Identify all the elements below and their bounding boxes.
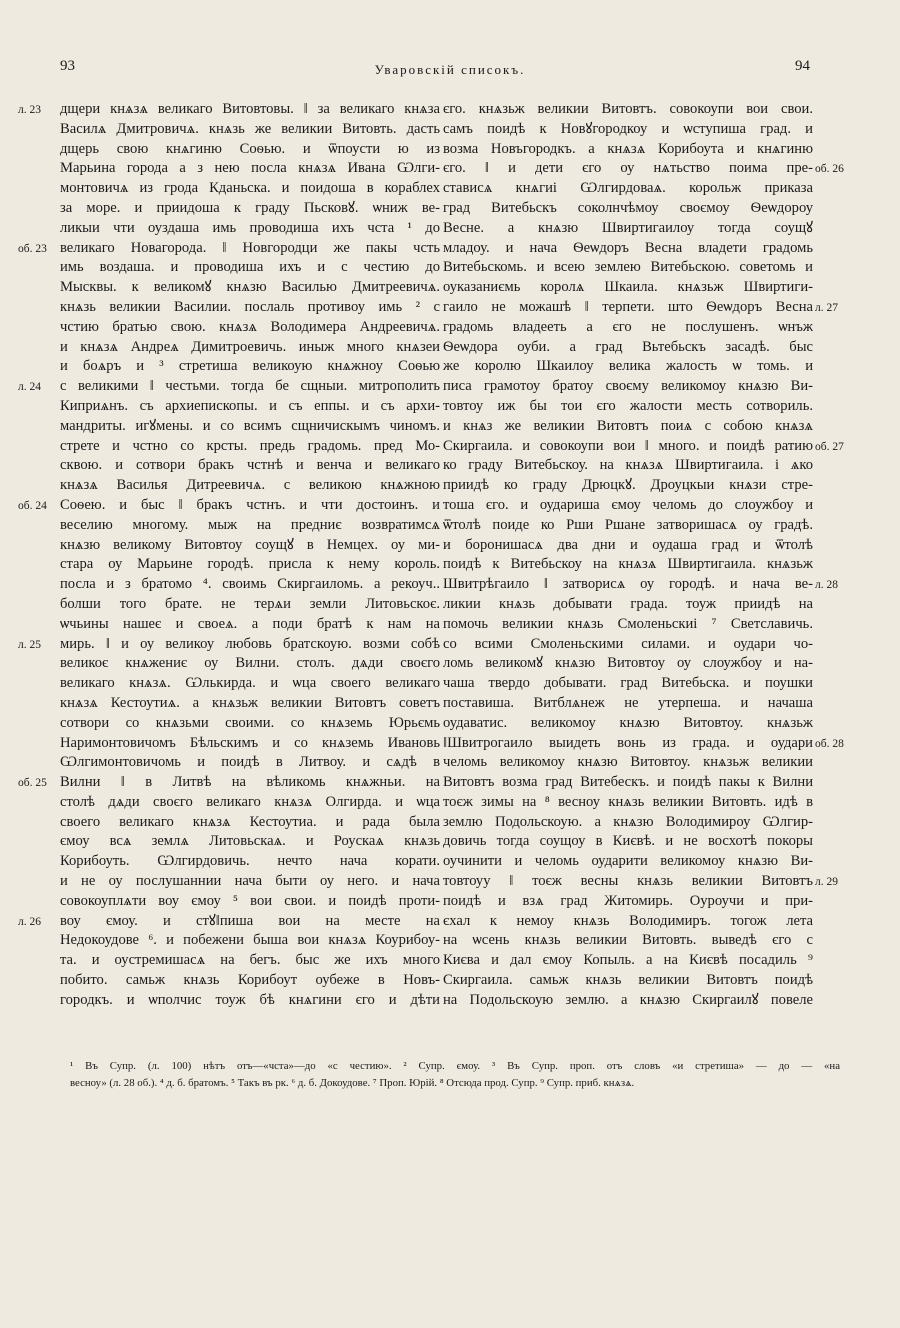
line-text: тоєж зимы на ⁸ весноу кнѧзь великии Витовть. идѣ в: [443, 793, 813, 810]
text-line: [60, 536, 440, 556]
text-line: [443, 951, 813, 971]
line-text: кнѧзѧ Кестоутиѧ. а кнѧзьж великии Витовтъ советъ: [60, 694, 440, 711]
line-text: приидѣ ко граду Дрюцкꙋ. Дроуцкыи кнѧзи стре-: [443, 477, 813, 494]
line-text: Весне. а кнѧзю Швиртигаилоу тогда соущꙋ: [443, 219, 813, 236]
line-text: младоу. и нача Ѳеѡдоръ Весна владети градомь: [443, 239, 813, 256]
line-text: кнѧзю великому Витовтоу соущꙋ в Немцех. оу ми-: [60, 536, 440, 553]
line-text: веселию многому. мыж на предниє возвратимсѧ: [60, 516, 440, 533]
text-line: [60, 714, 440, 734]
text-line: [60, 476, 440, 496]
text-line: [443, 635, 813, 655]
line-text: оучинити и челомь оударити великомоу кнѧзю Ви-: [443, 853, 813, 870]
footnote-line: ¹ Въ Супр. (л. 100) нѣтъ отъ—«чста»—до «с честию». ² Супр. ємоу. ³ Въ Супр. проп. отъ словъ «и стретиша» — до — «на: [70, 1060, 840, 1072]
line-text: єго. ‖ и дети єго оу нѧтьство поима пре-: [443, 160, 813, 177]
line-text: Ѳеѡдора оуби. а град Вьтебьскъ засадѣ. быс: [443, 338, 813, 355]
left-text-column: [18, 100, 440, 1011]
text-line: [18, 773, 440, 793]
text-line: [60, 734, 440, 754]
folio-marker: л. 28: [815, 579, 838, 592]
line-text: Соѳею. и быс ‖ бракъ чстнъ. и чти достоинъ. и: [60, 496, 440, 513]
page-number-left: 93: [60, 58, 75, 74]
line-text: болши того брате. не терѧи земли Литовьскоє.: [60, 595, 440, 612]
text-line: [60, 615, 440, 635]
line-text: возма Новъгородкъ. а кнѧзѧ Корибоута и кнѧгиню: [443, 140, 813, 157]
folio-marker: л. 26: [18, 915, 41, 928]
line-text: столѣ дѧди своєго великаго кнѧзѧ Олгирда. и ѡца: [60, 793, 440, 810]
text-line: [18, 100, 440, 120]
text-line: [443, 120, 813, 140]
text-line: [60, 951, 440, 971]
text-line: [60, 397, 440, 417]
line-text: совокоуплѧти воу ємоу ⁵ вои свои. и поидѣ проти-: [60, 892, 440, 909]
text-line: [60, 516, 440, 536]
line-text: сквою. и сотвори бракъ чстнѣ и венча и великаго: [60, 457, 440, 474]
line-text: Скиргаила. самьж кнѧзь великии Витовтъ поидѣ: [443, 972, 813, 989]
line-text: поставиша. Витблѧнеж не утерпеша. и начаша: [443, 694, 813, 711]
text-line: [60, 456, 440, 476]
line-text: стрете и чстно со крсты. предь градомь. пред Мо-: [60, 437, 440, 454]
line-text: Наримонтовичомъ Бѣльскимъ и со кнѧземь Ивановь: [60, 734, 440, 751]
text-line: [60, 219, 440, 239]
line-text: и боѧръ и ³ стретиша великоую кнѧжноу Соѳью: [60, 358, 440, 375]
line-text: сотвори со кнѧзьми своими. со кнѧземь Юрьємь: [60, 714, 440, 731]
line-text: и кнѧзѧ Андреѧ Димитроевичь. иныж много кнѧзеи: [60, 338, 440, 355]
line-text: на ѡсень кнѧзь великии Витовть. выведѣ єго с: [443, 932, 813, 949]
text-line: [60, 654, 440, 674]
text-line: [60, 437, 440, 457]
folio-marker: об. 27: [815, 440, 844, 453]
line-text: ѿтолѣ поиде ко Рши Ршане затворишасѧ оу градѣ.: [443, 516, 813, 533]
text-line: [443, 892, 813, 912]
text-line: [443, 912, 813, 932]
line-text: Ѡлгимонтовичомь и поидѣ в Литвоу. и сѧдѣ в: [60, 754, 440, 771]
line-text: мандриты. игꙋмены. и со всимъ сщничискымъ чиномъ.: [60, 417, 440, 434]
line-text: Витовтъ возма град Витебескъ. и поидѣ пакы к Вилни: [443, 774, 813, 791]
text-line: [443, 338, 813, 358]
text-line: [60, 338, 440, 358]
line-text: Витебьскомь. и всею землею Витебьскою. советомь и: [443, 259, 813, 276]
line-text: Корибоуть. Ѡлгирдовичь. нечто нача корати.: [60, 853, 440, 870]
line-text: гаило не можашѣ ‖ терпети. што Ѳеѡдоръ Весна: [443, 298, 813, 315]
line-text: стара оу Марьине городѣ. присла к нему король.: [60, 556, 440, 573]
text-line: [60, 753, 440, 773]
page-number-right: 94: [795, 58, 810, 74]
text-line: [60, 318, 440, 338]
line-text: великоє кнѧжениє оу Вилни. столъ. дѧди своєго: [60, 655, 440, 672]
text-line: [443, 179, 813, 199]
line-text: Скиргаила. и совокоупи вои ‖ много. и поидѣ ратию: [443, 437, 813, 454]
text-line: [443, 219, 813, 239]
text-line: [443, 575, 838, 595]
line-text: ѡчьины нашеє и своеѧ. а поди братѣ к нам на: [60, 615, 440, 632]
text-line: [60, 575, 440, 595]
text-line: [60, 199, 440, 219]
text-line: [60, 852, 440, 872]
text-line: [443, 674, 813, 694]
text-line: [60, 278, 440, 298]
text-line: [443, 536, 813, 556]
line-text: воу ємоу. и стꙋ‖пиша вои на месте на: [60, 912, 440, 929]
text-line: [60, 813, 440, 833]
folio-marker: л. 25: [18, 638, 41, 651]
line-text: поидѣ и взѧ град Житомирь. Оуроучи и при-: [443, 892, 813, 909]
line-text: посла и з братомо ⁴. своимь Скиргаиломь. а рекоуч..: [60, 576, 440, 593]
line-text: стависѧ кнѧгиі Ѡлгирдоваѧ. корольж приказа: [443, 180, 813, 197]
text-line: [18, 912, 440, 932]
text-line: [60, 971, 440, 991]
line-text: с великими ‖ честьми. тогда бе сщныи. митрополить: [60, 378, 440, 395]
folio-marker: об. 28: [815, 737, 844, 750]
line-text: поидѣ к Витебьскоу на кнѧзѧ Швиртигаила. кнѧзьж: [443, 556, 813, 573]
text-line: [443, 595, 813, 615]
text-line: [443, 555, 813, 575]
text-line: [443, 496, 813, 516]
text-line: [60, 991, 440, 1011]
footnote-line: весноу» (л. 28 об.). ⁴ д. б. братомъ. ⁵ Такъ въ рк. ⁶ д. б. Докоудове. ⁷ Проп. Юрій. ⁸ Отсюда прод. Супр. ⁹ Супр. приб. кнѧзѧ.: [70, 1077, 635, 1089]
line-text: Швитрѣгаило ‖ затворисѧ оу городѣ. и нача ве-: [443, 576, 813, 593]
folio-marker: л. 23: [18, 104, 41, 116]
text-line: [443, 437, 844, 457]
line-text: та. и оустремишасѧ на бегъ. быс же ихъ много: [60, 952, 440, 969]
line-text: городкъ. и ѡполчис тоуж бѣ кнѧгини єго и дѣти: [60, 991, 440, 1008]
line-text: со всими Смоленьскими силами. и оудари чо-: [443, 635, 813, 652]
text-line: [443, 258, 813, 278]
line-text: и боронишасѧ два дни и оудаша град и ѿтолѣ: [443, 536, 813, 553]
text-line: [60, 832, 440, 852]
text-line: [60, 159, 440, 179]
text-line: [60, 892, 440, 912]
text-line: [60, 417, 440, 437]
folio-marker: л. 27: [815, 301, 838, 314]
text-line: [443, 793, 813, 813]
line-text: на Подольскоую землю. а кнѧзю Скиргаилꙋ повеле: [443, 991, 813, 1008]
line-text: ‖Швитрогаило выидеть вонь из града. и оудари: [443, 734, 813, 751]
right-text-column: [443, 100, 844, 1011]
line-text: ликии кнѧзь добывати града. тоуж приидѣ на: [443, 595, 813, 612]
text-line: [60, 555, 440, 575]
text-line: [60, 140, 440, 160]
text-line: [443, 298, 838, 318]
line-text: градомь владееть а єго не послушенъ. ѡнъж: [443, 318, 813, 335]
text-line: [443, 872, 838, 892]
folio-marker: об. 25: [18, 777, 47, 790]
line-text: помочь великии кнѧзь Смоленьскиі ⁷ Светславичь.: [443, 615, 813, 632]
line-text: товтоуу ‖ тоєж весны кнѧзь великии Витовтъ: [443, 873, 813, 890]
text-line: [60, 872, 440, 892]
line-text: оудаватис. великомоу кнѧзю Витовтоу. кнѧзьж: [443, 714, 813, 731]
line-text: монтовичѧ из грода Кданьска. и поидоша в кораблех: [60, 180, 440, 197]
text-line: [443, 991, 813, 1011]
text-line: [443, 931, 813, 951]
text-line: [443, 476, 813, 496]
line-text: оуказаниємь королѧ Шкаила. кнѧзьж Швиртиги-: [443, 279, 813, 296]
folio-marker: об. 23: [18, 242, 47, 255]
line-text: кнѧзь великии Василии. послаль противоу имь ² с: [60, 298, 440, 315]
line-text: челомь великомоу кнѧзю Витовтоу. кнѧзьж великии: [443, 754, 813, 771]
line-text: град Витебьскъ соколнчѣмоу своємоу Ѳеѡдороу: [443, 199, 813, 216]
line-text: Вилни ‖ в Литвѣ на вѣликомь кнѧжньи. на: [60, 774, 440, 791]
text-line: [60, 357, 440, 377]
text-line: [443, 278, 813, 298]
text-line: [443, 239, 813, 259]
line-text: ломь великомꙋ кнѧзю Витовтоу оу слоужбоу и на-: [443, 655, 813, 672]
line-text: писа грамотоу братоу своєму великомоу кнѧзю Ви-: [443, 378, 813, 395]
text-line: [60, 694, 440, 714]
line-text: Марьина города а з нею посла кнѧзѧ Ивана Ѡлги-: [60, 160, 440, 177]
line-text: за море. и приидоша к граду Пьсковꙋ. ѡниж ве-: [60, 199, 440, 216]
line-text: ємоу всѧ землѧ Литовьскаѧ. и Роускаѧ кнѧзь: [60, 833, 440, 850]
text-line: [443, 318, 813, 338]
text-line: [443, 140, 813, 160]
line-text: и кнѧз же великии Витовтъ поиѧ с собою кнѧзѧ: [443, 417, 813, 434]
text-line: [60, 120, 440, 140]
line-text: Недокоудове ⁶. и побежени быша вои кнѧзѧ Коурибоу-: [60, 932, 440, 949]
text-line: [443, 357, 813, 377]
line-text: и не оу послушаннии нача быти оу него. и нача: [60, 873, 440, 890]
text-line: [443, 516, 813, 536]
folio-marker: л. 29: [815, 876, 838, 889]
line-text: своего великаго кнѧзѧ Кестоутиа. и рада была: [60, 813, 440, 830]
text-line: [443, 456, 813, 476]
text-line: [443, 199, 813, 219]
text-line: [443, 971, 813, 991]
text-line: [443, 813, 813, 833]
line-text: самъ поидѣ к Новꙋгородкоу и ѡступиша град. и: [443, 120, 813, 137]
line-text: дщерь свою кнѧгиню Соѳью. и ѿпоусти ю из: [60, 140, 440, 157]
text-line: [18, 496, 440, 516]
text-line: [60, 793, 440, 813]
text-line: [443, 159, 844, 179]
text-line: [443, 654, 813, 674]
text-line: [18, 377, 440, 397]
text-line: [443, 832, 813, 852]
line-text: тоша єго. и оудариша ємоу челомь до слоужбоу и: [443, 496, 813, 513]
text-line: [443, 377, 813, 397]
line-text: Киприѧнъ. съ архиепископы. и съ еппы. и съ архи-: [60, 397, 440, 414]
line-text: довичь тогда соущоу в Києвѣ. и не восхотѣ покоры: [443, 833, 813, 850]
text-line: [60, 931, 440, 951]
line-text: Мысквы. к великомꙋ кнѧзю Василью Дмитреевичѧ.: [60, 279, 440, 296]
text-line: [443, 397, 813, 417]
line-text: мирь. ‖ и оу великоу любовь братскоую. возми собѣ: [60, 635, 440, 652]
text-line: [443, 753, 813, 773]
running-title: Уваровскій списокъ.: [374, 62, 526, 77]
text-line: [18, 635, 440, 655]
text-line: [18, 239, 440, 259]
text-line: [443, 615, 813, 635]
folio-marker: об. 26: [815, 163, 844, 176]
line-text: Києва и дал ємоу Копыль. а на Києвѣ посадиль ⁹: [443, 952, 813, 969]
text-line: [60, 258, 440, 278]
text-line: [60, 674, 440, 694]
text-line: [443, 417, 813, 437]
line-text: кнѧзѧ Василья Дитреевичѧ. с великою кнѧжною: [60, 477, 440, 494]
line-text: дщери кнѧзѧ великаго Витовтовы. ‖ за великаго кнѧза: [60, 101, 440, 117]
line-text: єхал к немоу кнѧзь Володимиръ. тогож лета: [443, 912, 813, 929]
line-text: побито. самьж кнѧзь Корибоут оубеже в Новъ-: [60, 972, 440, 989]
text-line: [60, 595, 440, 615]
text-line: [60, 298, 440, 318]
line-text: ко граду Витебьскоу. на кнѧзѧ Швиртигаила. і ѧко: [443, 457, 813, 474]
line-text: товтоу иж бы тои єго жалости месть сотвориль.: [443, 397, 813, 414]
line-text: великаго Новагорода. ‖ Новгородци же пакы чсть: [60, 239, 440, 256]
line-text: землю Подольскоую. а кнѧзю Володимироу Ѡлгир-: [443, 813, 813, 830]
footnotes: [70, 1058, 840, 1092]
text-line: [443, 773, 813, 793]
text-line: [443, 734, 844, 754]
text-line: [60, 179, 440, 199]
text-line: [443, 852, 813, 872]
line-text: чстию братью свою. кнѧзѧ Володимера Андреевичѧ.: [60, 318, 440, 335]
text-line: [443, 694, 813, 714]
line-text: ликыи чти оуздаша имь проводиша ихъ чста ¹ до: [60, 219, 440, 236]
line-text: Василѧ Дмитровичѧ. кнѧзь же великии Витовть. дасть: [60, 120, 440, 137]
line-text: великаго кнѧзѧ. Ѡлькирда. и ѡца своего великаго: [60, 675, 440, 692]
text-line: [443, 714, 813, 734]
line-text: же королю Шкаилоу велика жалость ѡ томь. и: [443, 358, 813, 375]
line-text: єго. кнѧзьж великии Витовтъ. совокоупи вои свои.: [443, 101, 813, 117]
folio-marker: об. 24: [18, 499, 47, 512]
text-line: [443, 100, 813, 120]
folio-marker: л. 24: [18, 381, 41, 394]
line-text: имь воздаша. и проводиша ихъ и с честию до: [60, 259, 440, 276]
line-text: чаша твердо добывати. град Витебьска. и поушки: [443, 675, 813, 692]
